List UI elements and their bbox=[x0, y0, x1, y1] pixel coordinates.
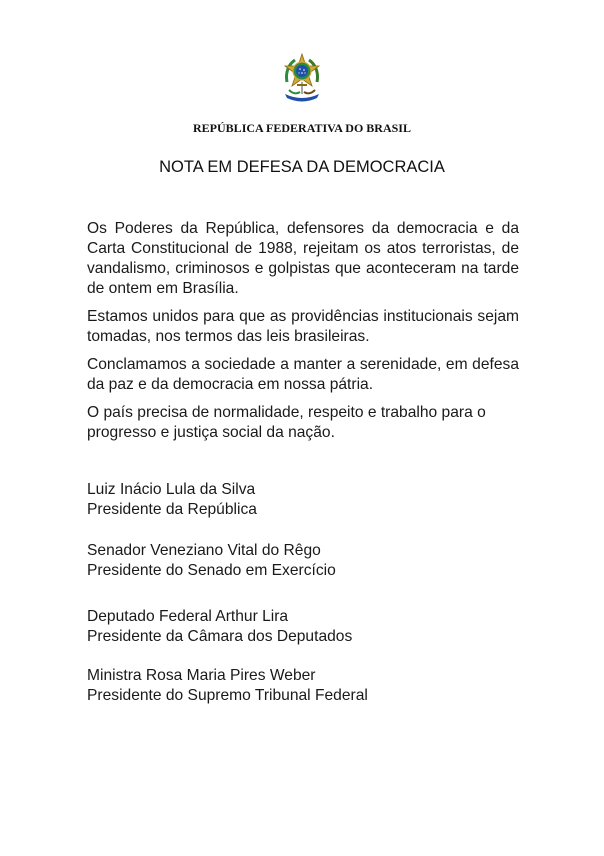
signatory-role: Presidente do Supremo Tribunal Federal bbox=[87, 687, 368, 704]
signatory-role: Presidente do Senado em Exercício bbox=[87, 562, 336, 579]
paragraph: Estamos unidos para que as providências institucionais sejam tomadas, nos termos das leis brasileiras. bbox=[87, 308, 519, 345]
signatory bbox=[87, 480, 527, 520]
page-title: NOTA EM DEFESA DA DEMOCRACIA bbox=[159, 158, 445, 176]
paragraph: Conclamamos a sociedade a manter a serenidade, em defesa da paz e da democracia em nossa pátria. bbox=[87, 356, 519, 393]
coat-of-arms-icon bbox=[281, 52, 323, 104]
signatory-role: Presidente da República bbox=[87, 501, 257, 518]
signatory bbox=[87, 666, 527, 706]
note-body bbox=[87, 219, 519, 451]
paragraph: O país precisa de normalidade, respeito e trabalho para o progresso e justiça social da nação. bbox=[87, 404, 486, 441]
signatory-name: Ministra Rosa Maria Pires Weber bbox=[87, 667, 316, 684]
signatory-role: Presidente da Câmara dos Deputados bbox=[87, 628, 353, 645]
issuer-heading: REPÚBLICA FEDERATIVA DO BRASIL bbox=[193, 121, 411, 135]
signatory-name: Senador Veneziano Vital do Rêgo bbox=[87, 542, 321, 559]
paragraph: Os Poderes da República, defensores da democracia e da Carta Constitucional de 1988, rejeitam os atos terroristas, de vandalismo, criminosos e golpistas que aconteceram na tarde de ontem em Brasília. bbox=[87, 220, 519, 297]
signatory-name: Deputado Federal Arthur Lira bbox=[87, 608, 289, 625]
signatory-name: Luiz Inácio Lula da Silva bbox=[87, 481, 256, 498]
signatory bbox=[87, 607, 527, 647]
signatory bbox=[87, 541, 527, 581]
